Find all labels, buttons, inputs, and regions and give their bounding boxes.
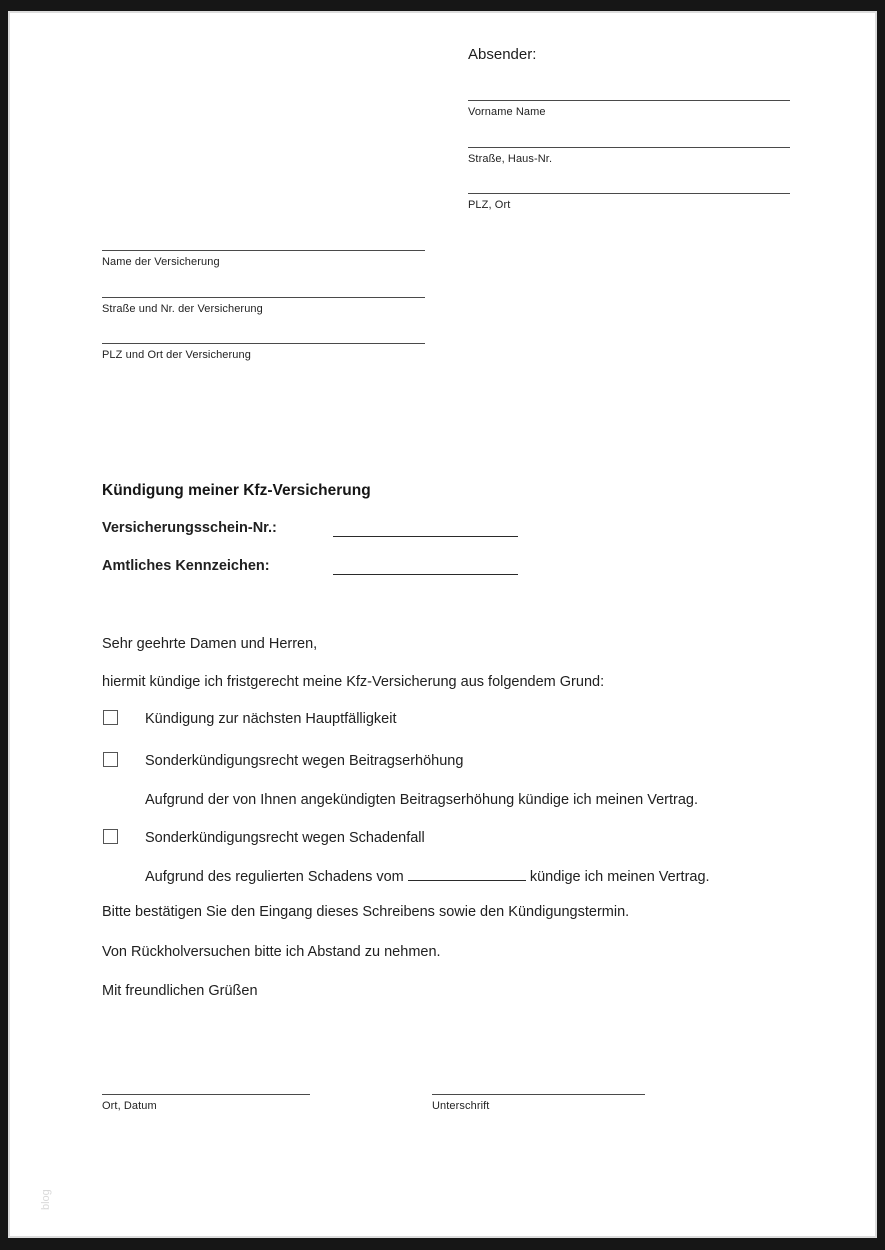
sender-name-input-line[interactable] xyxy=(468,100,790,101)
option-schadenfall-note xyxy=(145,868,710,885)
date-signature-label: Ort, Datum xyxy=(102,1100,157,1112)
option-schadenfall-label: Sonderkündigungsrecht wegen Schadenfall xyxy=(145,830,425,846)
date-signature-input-line[interactable] xyxy=(102,1094,310,1095)
recipient-city-label: PLZ und Ort der Versicherung xyxy=(102,349,251,361)
recipient-street-label: Straße und Nr. der Versicherung xyxy=(102,303,263,315)
closing-retention-line: Von Rückholversuchen bitte ich Abstand zu nehmen. xyxy=(102,944,441,960)
checkbox-schadenfall[interactable] xyxy=(103,829,118,844)
recipient-street-input-line[interactable] xyxy=(102,297,425,298)
watermark-text: blog xyxy=(40,1189,52,1210)
sender-street-input-line[interactable] xyxy=(468,147,790,148)
closing-greeting-line: Mit freundlichen Grüßen xyxy=(102,983,258,999)
recipient-name-label: Name der Versicherung xyxy=(102,256,220,268)
sender-city-input-line[interactable] xyxy=(468,193,790,194)
signature-label: Unterschrift xyxy=(432,1100,490,1112)
schadenfall-note-prefix: Aufgrund des regulierten Schadens vom xyxy=(145,869,404,885)
letter-sheet xyxy=(8,11,877,1238)
subject-title: Kündigung meiner Kfz-Versicherung xyxy=(102,482,371,499)
schadenfall-note-suffix: kündige ich meinen Vertrag. xyxy=(529,869,710,885)
license-plate-label: Amtliches Kennzeichen: xyxy=(102,558,270,574)
policy-number-label: Versicherungsschein-Nr.: xyxy=(102,520,277,536)
sender-city-label: PLZ, Ort xyxy=(468,199,511,211)
option-beitragserhoehung-label: Sonderkündigungsrecht wegen Beitragserhöhung xyxy=(145,753,464,769)
checkbox-hauptfaelligkeit[interactable] xyxy=(103,710,118,725)
signature-input-line[interactable] xyxy=(432,1094,645,1095)
option-hauptfaelligkeit-label: Kündigung zur nächsten Hauptfälligkeit xyxy=(145,711,397,727)
salutation: Sehr geehrte Damen und Herren, xyxy=(102,636,318,652)
checkbox-beitragserhoehung[interactable] xyxy=(103,752,118,767)
recipient-city-input-line[interactable] xyxy=(102,343,425,344)
recipient-name-input-line[interactable] xyxy=(102,250,425,251)
sender-name-label: Vorname Name xyxy=(468,106,546,118)
license-plate-input-line[interactable] xyxy=(333,574,518,575)
schaden-date-input-line[interactable] xyxy=(408,868,526,881)
option-beitragserhoehung-note: Aufgrund der von Ihnen angekündigten Beitragserhöhung kündige ich meinen Vertrag. xyxy=(145,792,699,808)
intro-line: hiermit kündige ich fristgerecht meine Kfz-Versicherung aus folgendem Grund: xyxy=(102,674,605,690)
sender-heading: Absender: xyxy=(468,46,537,63)
policy-number-input-line[interactable] xyxy=(333,536,518,537)
closing-confirmation-line: Bitte bestätigen Sie den Eingang dieses Schreibens sowie den Kündigungstermin. xyxy=(102,904,630,920)
sender-street-label: Straße, Haus-Nr. xyxy=(468,153,553,165)
